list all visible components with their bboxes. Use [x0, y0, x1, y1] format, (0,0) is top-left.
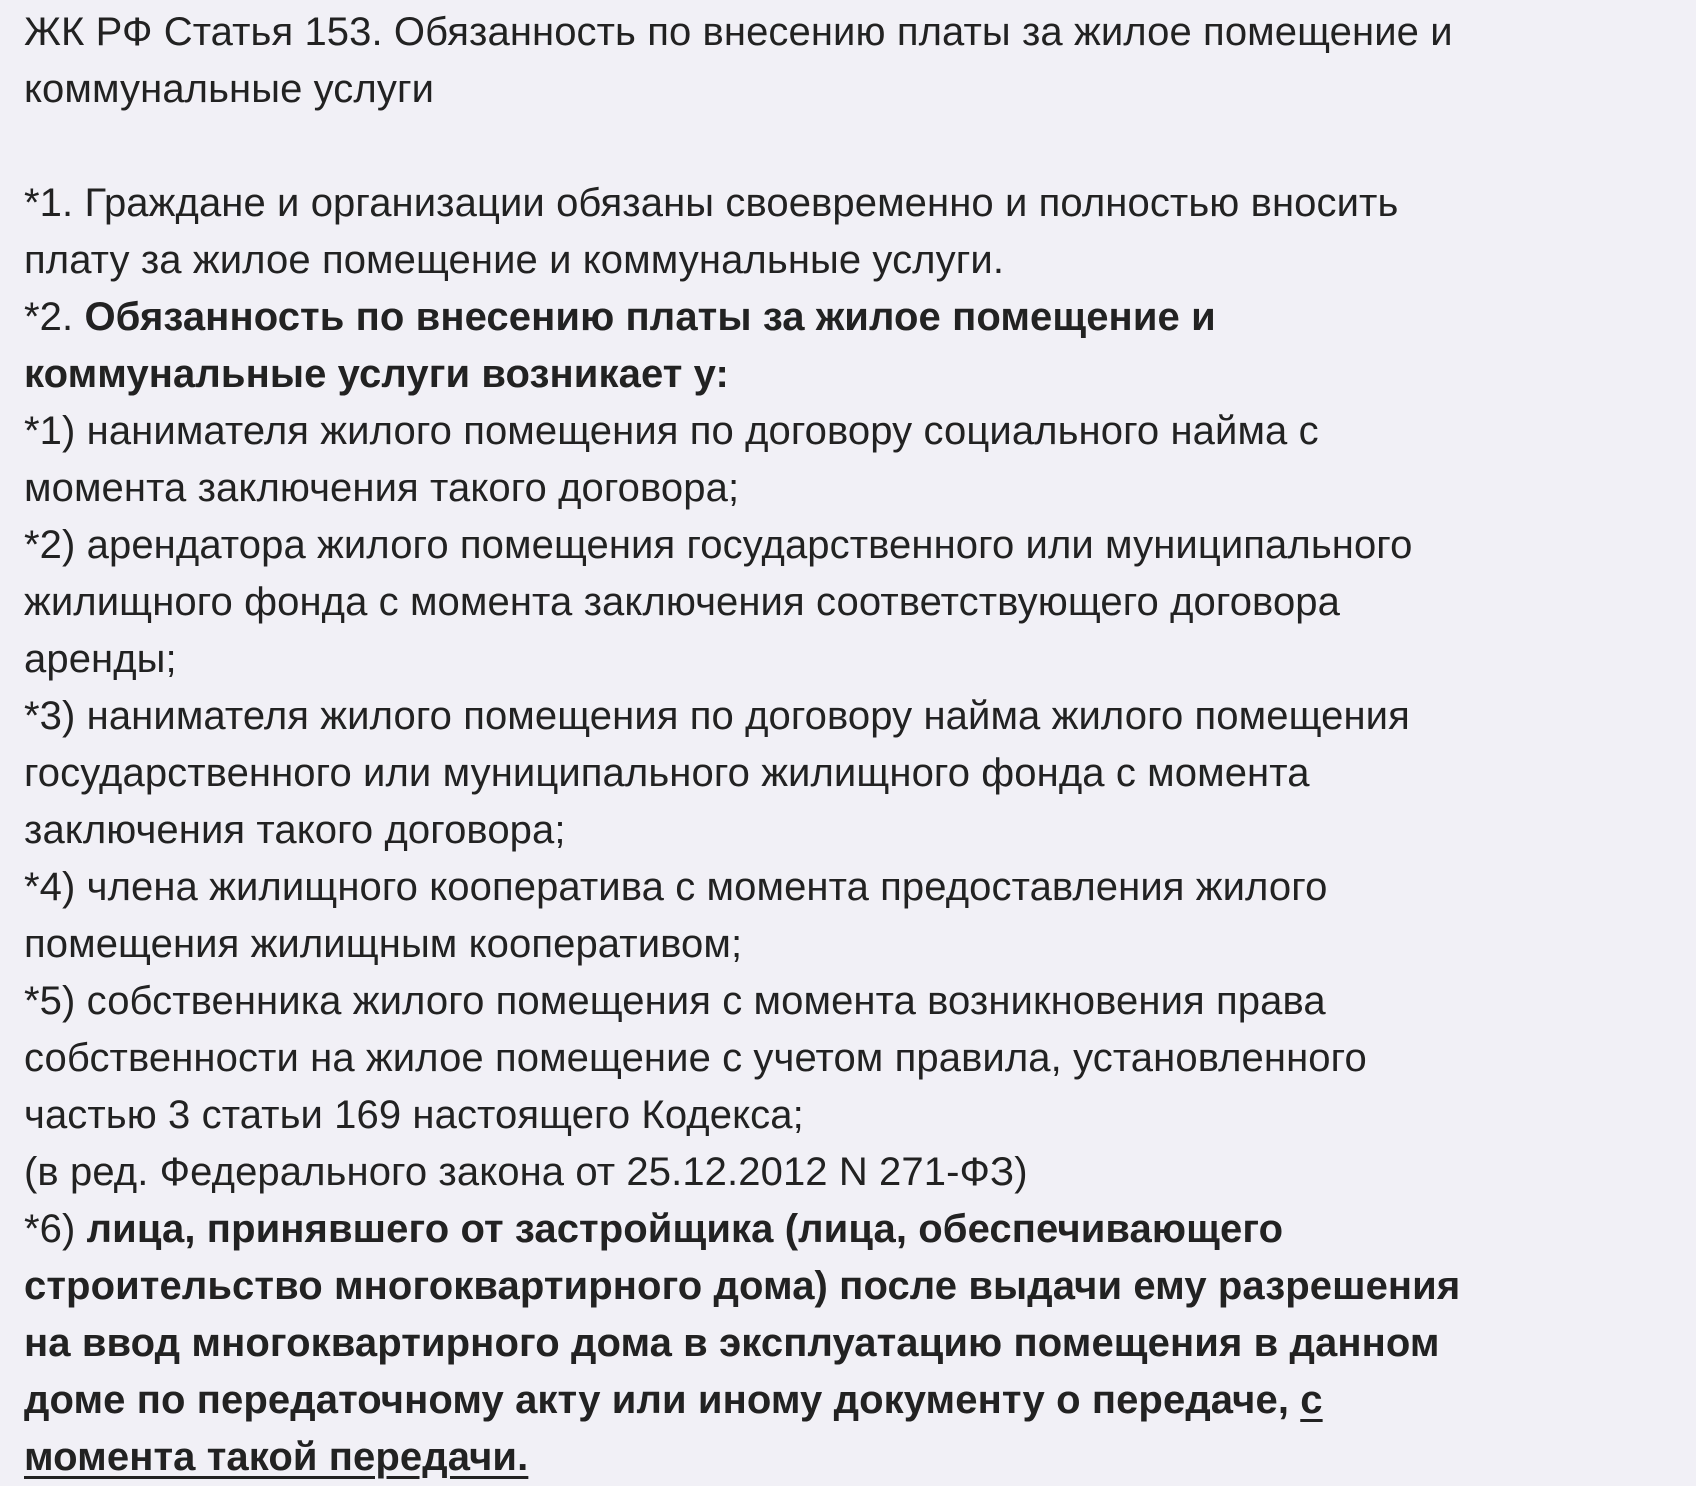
text-line: *4) члена жилищного кооператива с момента предоставления жилого — [24, 865, 1328, 909]
text-line: частью 3 статьи 169 настоящего Кодекса; — [24, 1093, 804, 1137]
paragraph-marker: *6) — [24, 1207, 87, 1251]
text-line: помещения жилищным кооперативом; — [24, 922, 743, 966]
text-line — [24, 1372, 1684, 1429]
list-item-2 — [24, 517, 1684, 688]
document-body — [24, 4, 1684, 1486]
text-line — [24, 1201, 1684, 1258]
text-line — [24, 1429, 1684, 1486]
paragraph-1 — [24, 175, 1684, 289]
bold-text: строительство многоквартирного дома) после выдачи ему разрешения — [24, 1264, 1461, 1308]
bold-text: на ввод многоквартирного дома в эксплуатацию помещения в данном — [24, 1321, 1440, 1365]
text-line: заключения такого договора; — [24, 808, 566, 852]
underlined-text: момента такой передачи. — [24, 1435, 529, 1479]
text-line: государственного или муниципального жилищного фонда с момента — [24, 751, 1310, 795]
bold-text: лица, принявшего от застройщика (лица, обеспечивающего — [86, 1207, 1284, 1251]
amendment-note: (в ред. Федерального закона от 25.12.2012 N 271-ФЗ) — [24, 1150, 1028, 1194]
text-line: коммунальные услуги — [24, 67, 435, 111]
text-line: *1. Граждане и организации обязаны своевременно и полностью вносить — [24, 181, 1399, 225]
text-line: жилищного фонда с момента заключения соответствующего договора — [24, 580, 1340, 624]
text-line: ЖК РФ Статья 153. Обязанность по внесению платы за жилое помещение и — [24, 10, 1453, 54]
list-item-5 — [24, 973, 1684, 1144]
text-line — [24, 289, 1684, 346]
text-line: *5) собственника жилого помещения с момента возникновения права — [24, 979, 1326, 1023]
article-title — [24, 4, 1684, 118]
text-line: момента заключения такого договора; — [24, 466, 740, 510]
underlined-text: с — [1300, 1378, 1323, 1422]
text-line: собственности на жилое помещение с учетом правила, установленного — [24, 1036, 1367, 1080]
list-item-3 — [24, 688, 1684, 859]
bold-text: доме по передаточному акту или иному документу о передаче, — [24, 1378, 1301, 1422]
paragraph-2 — [24, 289, 1684, 403]
list-item-1 — [24, 403, 1684, 517]
text-line: аренды; — [24, 637, 177, 681]
list-item-6 — [24, 1201, 1684, 1486]
text-line: *2) арендатора жилого помещения государственного или муниципального — [24, 523, 1413, 567]
blank-line — [24, 118, 1684, 175]
text-line: *1) нанимателя жилого помещения по договору социального найма с — [24, 409, 1319, 453]
paragraph-marker: *2. — [24, 295, 85, 339]
bold-text: Обязанность по внесению платы за жилое помещение и — [84, 295, 1216, 339]
list-item-4 — [24, 859, 1684, 973]
text-line: *3) нанимателя жилого помещения по договору найма жилого помещения — [24, 694, 1410, 738]
bold-text: коммунальные услуги возникает у: — [24, 352, 729, 396]
text-line: плату за жилое помещение и коммунальные услуги. — [24, 238, 1005, 282]
